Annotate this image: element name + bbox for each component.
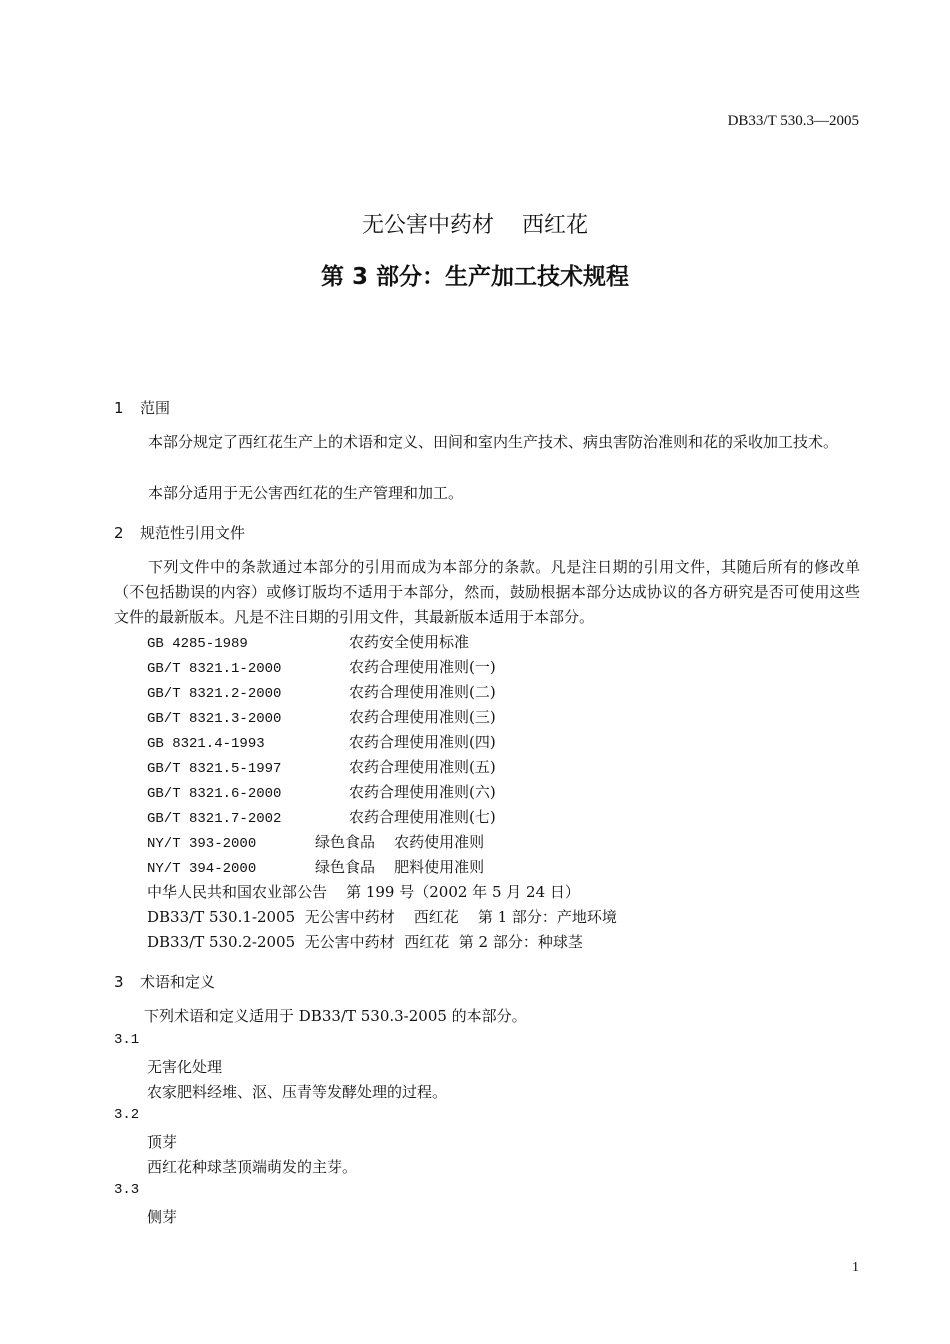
- reference-title: 农药合理使用准则(一): [349, 658, 496, 676]
- reference-title: 绿色食品 农药使用准则: [315, 833, 485, 851]
- reference-item: [147, 630, 469, 655]
- section-3-heading: [114, 971, 215, 992]
- reference-item: [147, 805, 496, 830]
- reference-code: GB/T 8321.6-2000: [147, 786, 282, 802]
- reference-db-part2: DB33/T 530.2-2005 无公害中药材 西红花 第 2 部分：种球茎: [147, 933, 583, 951]
- section-number: 1: [114, 399, 124, 417]
- document-subtitle: 第 3 部分：生产加工技术规程: [320, 264, 630, 290]
- standard-code: DB33/T 530.3—2005: [727, 113, 859, 129]
- reference-item: [147, 780, 496, 805]
- reference-title: 农药合理使用准则(五): [349, 758, 496, 776]
- term-definition: 西红花种球茎顶端萌发的主芽。: [147, 1158, 358, 1176]
- section-1-heading: [114, 397, 170, 418]
- section-title: 术语和定义: [140, 973, 216, 991]
- section-title: 范围: [140, 399, 171, 417]
- page-number: 1: [852, 1260, 859, 1275]
- section-number: 2: [114, 524, 124, 542]
- reference-title: 农药合理使用准则(四): [349, 733, 496, 751]
- reference-code: GB/T 8321.2-2000: [147, 686, 282, 702]
- reference-item: [147, 830, 484, 855]
- reference-title: 农药合理使用准则(七): [349, 808, 496, 826]
- reference-code: GB 8321.4-1993: [147, 736, 265, 752]
- reference-code: GB/T 8321.7-2002: [147, 811, 282, 827]
- section-number: 3: [114, 973, 124, 991]
- reference-code: GB 4285-1989: [147, 636, 248, 652]
- term-definition: 农家肥料经堆、沤、压青等发酵处理的过程。: [147, 1083, 448, 1101]
- term-number: 3.3: [114, 1182, 140, 1198]
- scope-paragraph-1: 本部分规定了西红花生产上的术语和定义、田间和室内生产技术、病虫害防治准则和花的采收加工技术。: [148, 433, 839, 451]
- scope-paragraph-2: 本部分适用于无公害西红花的生产管理和加工。: [148, 484, 464, 502]
- reference-item: [147, 855, 484, 880]
- reference-bulletin: 中华人民共和国农业部公告 第 199 号（2002 年 5 月 24 日）: [147, 883, 580, 901]
- reference-item: [147, 705, 496, 730]
- normative-intro: 下列文件中的条款通过本部分的引用而成为本部分的条款。凡是注日期的引用文件，其随后所有的修改单（不包括勘误的内容）或修订版均不适用于本部分，然而，鼓励根据本部分达成协议的各方研究是否可使用这些文件的最新版本。凡是不注日期的引用文件，其最新版本适用于本部分。: [114, 558, 860, 626]
- reference-item: [147, 755, 496, 780]
- terms-intro: 下列术语和定义适用于 DB33/T 530.3-2005 的本部分。: [144, 1007, 527, 1025]
- section-title: 规范性引用文件: [140, 524, 246, 542]
- reference-title: 绿色食品 肥料使用准则: [315, 858, 485, 876]
- reference-code: GB/T 8321.3-2000: [147, 711, 282, 727]
- term-number: 3.1: [114, 1032, 140, 1048]
- reference-code: NY/T 393-2000: [147, 836, 257, 852]
- reference-code: GB/T 8321.1-2000: [147, 661, 282, 677]
- reference-item: [147, 680, 496, 705]
- section-2-heading: [114, 522, 245, 543]
- term-number: 3.2: [114, 1107, 140, 1123]
- reference-code: NY/T 394-2000: [147, 861, 257, 877]
- term-name: 无害化处理: [147, 1058, 223, 1076]
- document-title: 无公害中药材 西红花: [362, 213, 588, 238]
- reference-title: 农药合理使用准则(三): [349, 708, 496, 726]
- reference-item: [147, 655, 496, 680]
- reference-item: [147, 730, 496, 755]
- reference-code: GB/T 8321.5-1997: [147, 761, 282, 777]
- term-name: 顶芽: [147, 1133, 178, 1151]
- reference-title: 农药合理使用准则(二): [349, 683, 496, 701]
- reference-db-part1: DB33/T 530.1-2005 无公害中药材 西红花 第 1 部分：产地环境: [147, 908, 617, 926]
- reference-title: 农药合理使用准则(六): [349, 783, 496, 801]
- term-name: 侧芽: [147, 1208, 178, 1226]
- reference-title: 农药安全使用标准: [349, 633, 470, 651]
